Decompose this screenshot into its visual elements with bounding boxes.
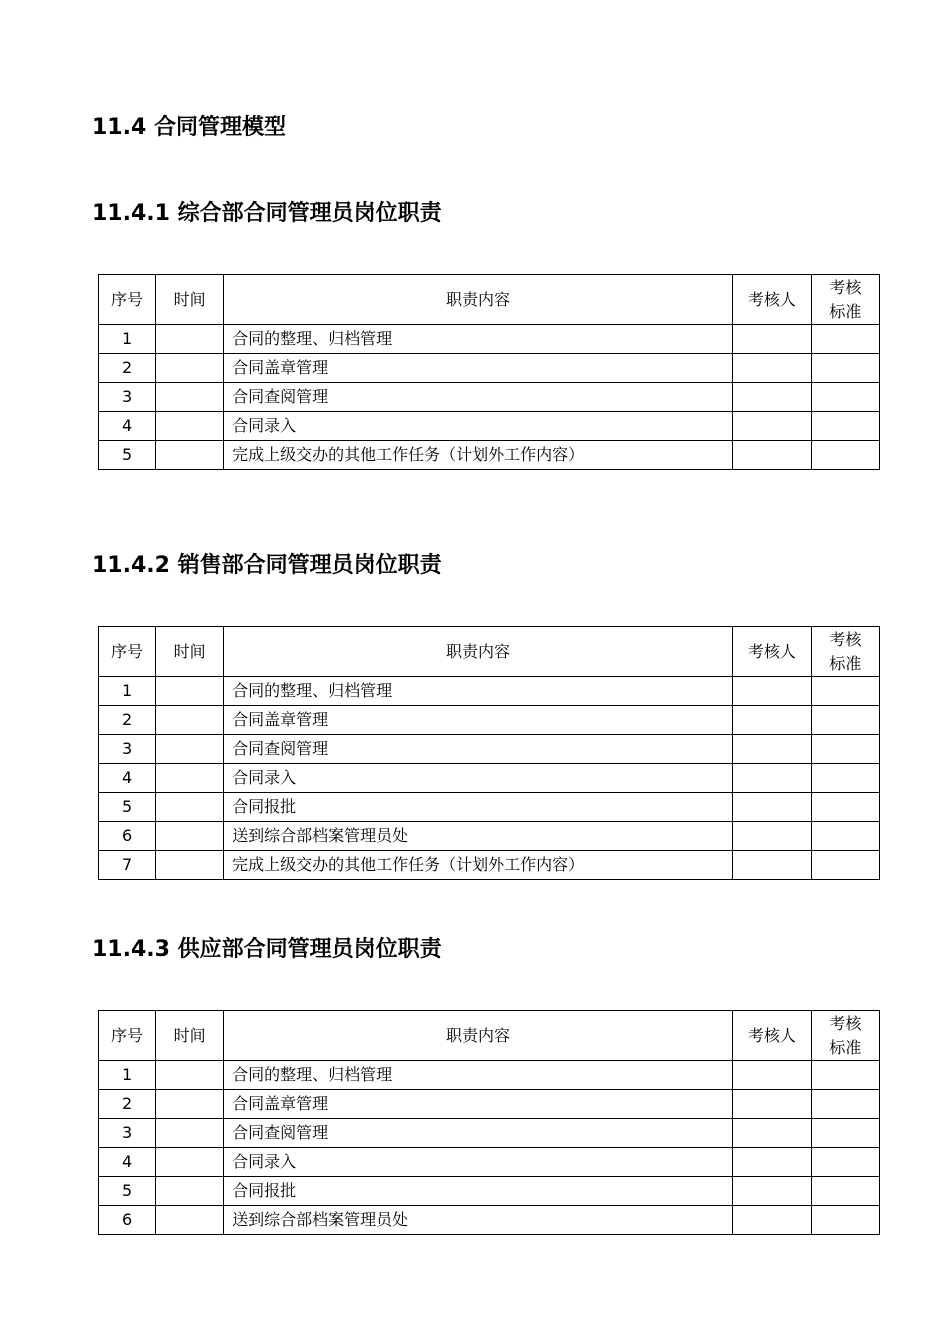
table-row bbox=[99, 1206, 880, 1235]
row-time bbox=[156, 851, 224, 880]
row-content: 合同的整理、归档管理 bbox=[224, 325, 733, 354]
header-standard-line2: 标准 bbox=[829, 301, 862, 321]
table-header-row bbox=[99, 1011, 880, 1061]
row-time bbox=[156, 383, 224, 412]
row-time bbox=[156, 764, 224, 793]
header-standard-line1: 考核 bbox=[829, 277, 862, 297]
row-checker bbox=[732, 822, 811, 851]
row-content: 送到综合部档案管理员处 bbox=[224, 822, 733, 851]
row-checker bbox=[732, 706, 811, 735]
row-content: 合同查阅管理 bbox=[224, 735, 733, 764]
row-checker bbox=[732, 677, 811, 706]
row-checker bbox=[732, 1061, 811, 1090]
row-content: 合同录入 bbox=[224, 412, 733, 441]
section-title-supply: 11.4.3 供应部合同管理员岗位职责 bbox=[92, 937, 442, 962]
row-no: 2 bbox=[99, 1090, 156, 1119]
row-content: 合同查阅管理 bbox=[224, 383, 733, 412]
row-no: 3 bbox=[99, 1119, 156, 1148]
row-standard bbox=[811, 412, 879, 441]
row-time bbox=[156, 1090, 224, 1119]
row-checker bbox=[732, 412, 811, 441]
table-row bbox=[99, 1177, 880, 1206]
row-checker bbox=[732, 764, 811, 793]
row-checker bbox=[732, 1090, 811, 1119]
row-standard bbox=[811, 793, 879, 822]
row-content: 合同的整理、归档管理 bbox=[224, 1061, 733, 1090]
row-standard bbox=[811, 325, 879, 354]
row-checker bbox=[732, 354, 811, 383]
row-time bbox=[156, 1119, 224, 1148]
main-title: 11.4 合同管理模型 bbox=[92, 115, 286, 140]
row-no: 4 bbox=[99, 412, 156, 441]
row-time bbox=[156, 1061, 224, 1090]
row-no: 6 bbox=[99, 822, 156, 851]
row-no: 1 bbox=[99, 1061, 156, 1090]
section-title-sales: 11.4.2 销售部合同管理员岗位职责 bbox=[92, 553, 442, 578]
row-time bbox=[156, 793, 224, 822]
row-content: 合同录入 bbox=[224, 764, 733, 793]
duty-table-general bbox=[98, 274, 880, 470]
table-row bbox=[99, 735, 880, 764]
table-row bbox=[99, 1119, 880, 1148]
row-time bbox=[156, 735, 224, 764]
row-content: 合同报批 bbox=[224, 1177, 733, 1206]
row-checker bbox=[732, 793, 811, 822]
row-time bbox=[156, 354, 224, 383]
header-standard bbox=[811, 1011, 879, 1061]
row-content: 合同盖章管理 bbox=[224, 354, 733, 383]
row-no: 2 bbox=[99, 706, 156, 735]
row-time bbox=[156, 677, 224, 706]
section-title-general: 11.4.1 综合部合同管理员岗位职责 bbox=[92, 201, 442, 226]
table-row bbox=[99, 1061, 880, 1090]
table-row bbox=[99, 793, 880, 822]
table-row bbox=[99, 677, 880, 706]
row-standard bbox=[811, 677, 879, 706]
row-standard bbox=[811, 441, 879, 470]
row-checker bbox=[732, 1206, 811, 1235]
table-header-row bbox=[99, 275, 880, 325]
table-row bbox=[99, 441, 880, 470]
header-time: 时间 bbox=[156, 627, 224, 677]
row-no: 4 bbox=[99, 1148, 156, 1177]
row-no: 7 bbox=[99, 851, 156, 880]
row-checker bbox=[732, 851, 811, 880]
row-time bbox=[156, 1177, 224, 1206]
header-checker: 考核人 bbox=[732, 1011, 811, 1061]
header-no: 序号 bbox=[99, 275, 156, 325]
table-row bbox=[99, 822, 880, 851]
header-time: 时间 bbox=[156, 1011, 224, 1061]
header-no: 序号 bbox=[99, 627, 156, 677]
row-standard bbox=[811, 1148, 879, 1177]
row-no: 5 bbox=[99, 1177, 156, 1206]
row-no: 5 bbox=[99, 441, 156, 470]
row-checker bbox=[732, 1177, 811, 1206]
row-checker bbox=[732, 383, 811, 412]
row-no: 3 bbox=[99, 735, 156, 764]
row-content: 合同盖章管理 bbox=[224, 1090, 733, 1119]
table-row bbox=[99, 325, 880, 354]
row-no: 5 bbox=[99, 793, 156, 822]
header-content: 职责内容 bbox=[224, 275, 733, 325]
table-header-row bbox=[99, 627, 880, 677]
table-row bbox=[99, 383, 880, 412]
row-time bbox=[156, 1148, 224, 1177]
duty-table-supply bbox=[98, 1010, 880, 1235]
row-checker bbox=[732, 1119, 811, 1148]
row-content: 合同报批 bbox=[224, 793, 733, 822]
duty-table-sales bbox=[98, 626, 880, 880]
row-time bbox=[156, 1206, 224, 1235]
header-no: 序号 bbox=[99, 1011, 156, 1061]
header-checker: 考核人 bbox=[732, 627, 811, 677]
header-standard-line1: 考核 bbox=[829, 1013, 862, 1033]
header-checker: 考核人 bbox=[732, 275, 811, 325]
header-standard bbox=[811, 627, 879, 677]
row-standard bbox=[811, 1061, 879, 1090]
header-content: 职责内容 bbox=[224, 1011, 733, 1061]
header-time: 时间 bbox=[156, 275, 224, 325]
row-standard bbox=[811, 1206, 879, 1235]
row-content: 合同盖章管理 bbox=[224, 706, 733, 735]
row-no: 1 bbox=[99, 325, 156, 354]
row-content: 合同查阅管理 bbox=[224, 1119, 733, 1148]
header-standard-line2: 标准 bbox=[829, 653, 862, 673]
row-time bbox=[156, 706, 224, 735]
row-standard bbox=[811, 735, 879, 764]
table-row bbox=[99, 1090, 880, 1119]
row-checker bbox=[732, 1148, 811, 1177]
table-row bbox=[99, 412, 880, 441]
row-checker bbox=[732, 441, 811, 470]
table-row bbox=[99, 851, 880, 880]
row-standard bbox=[811, 822, 879, 851]
row-time bbox=[156, 412, 224, 441]
row-standard bbox=[811, 706, 879, 735]
header-standard bbox=[811, 275, 879, 325]
row-standard bbox=[811, 383, 879, 412]
table-row bbox=[99, 764, 880, 793]
header-content: 职责内容 bbox=[224, 627, 733, 677]
header-standard-line1: 考核 bbox=[829, 629, 862, 649]
row-content: 完成上级交办的其他工作任务（计划外工作内容） bbox=[224, 851, 733, 880]
row-standard bbox=[811, 1177, 879, 1206]
row-standard bbox=[811, 764, 879, 793]
row-time bbox=[156, 441, 224, 470]
row-checker bbox=[732, 735, 811, 764]
row-checker bbox=[732, 325, 811, 354]
table-row bbox=[99, 1148, 880, 1177]
row-standard bbox=[811, 1090, 879, 1119]
row-standard bbox=[811, 851, 879, 880]
row-content: 完成上级交办的其他工作任务（计划外工作内容） bbox=[224, 441, 733, 470]
row-no: 6 bbox=[99, 1206, 156, 1235]
row-no: 4 bbox=[99, 764, 156, 793]
row-content: 合同录入 bbox=[224, 1148, 733, 1177]
table-row bbox=[99, 706, 880, 735]
row-standard bbox=[811, 1119, 879, 1148]
row-time bbox=[156, 325, 224, 354]
row-no: 3 bbox=[99, 383, 156, 412]
row-time bbox=[156, 822, 224, 851]
row-no: 1 bbox=[99, 677, 156, 706]
header-standard-line2: 标准 bbox=[829, 1037, 862, 1057]
row-content: 合同的整理、归档管理 bbox=[224, 677, 733, 706]
row-standard bbox=[811, 354, 879, 383]
row-content: 送到综合部档案管理员处 bbox=[224, 1206, 733, 1235]
table-row bbox=[99, 354, 880, 383]
row-no: 2 bbox=[99, 354, 156, 383]
